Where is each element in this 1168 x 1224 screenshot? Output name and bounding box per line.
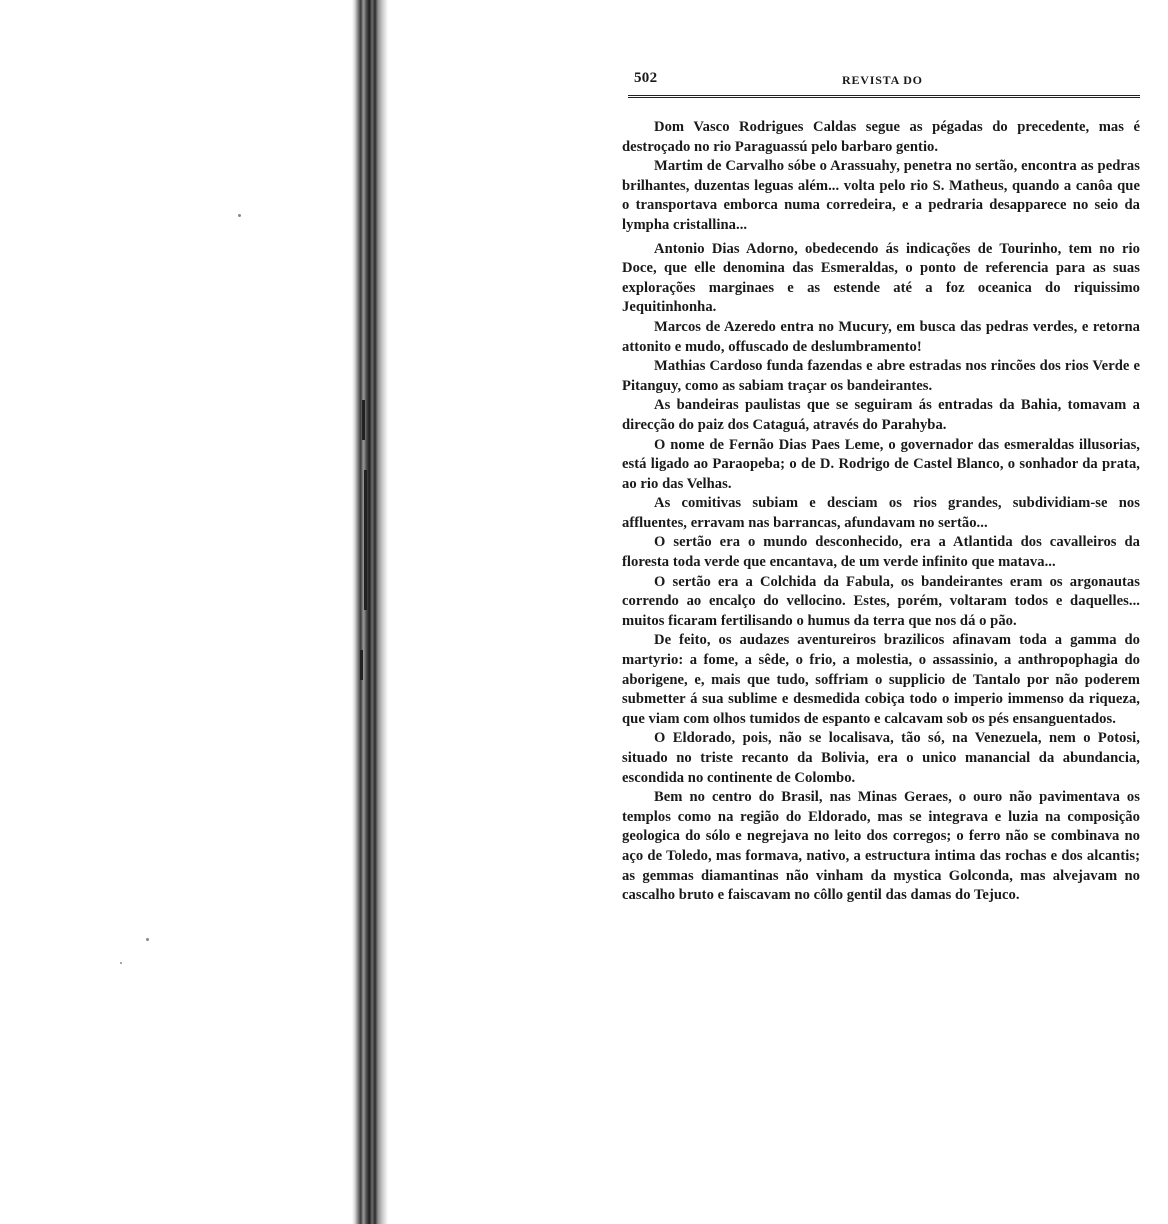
header-rule (628, 95, 1140, 98)
page-header (628, 70, 1140, 96)
paragraph: O sertão era a Colchida da Fabula, os bandeirantes eram os argonautas correndo ao encalço do vellocino. Estes, porém, voltaram todos e daquelles... muitos ficaram fertilisando o humus da terra que nos dá o pão. (622, 573, 1140, 629)
page-number: 502 (634, 70, 658, 86)
scan-speck (120, 962, 122, 964)
gutter-mark (362, 400, 365, 440)
paragraph: Marcos de Azeredo entra no Mucury, em busca das pedras verdes, e retorna attonito e mudo, offuscado de deslumbramento! (622, 318, 1140, 355)
gutter-mark (364, 470, 367, 610)
body-text (622, 118, 1140, 906)
paragraph: O nome de Fernão Dias Paes Leme, o governador das esmeraldas illusorias, está ligado ao Paraopeba; o de D. Rodrigo de Castel Blanco, o sonhador da prata, ao rio das Velhas. (622, 436, 1140, 492)
paragraph: Antonio Dias Adorno, obedecendo ás indicações de Tourinho, tem no rio Doce, que elle denomina das Esmeraldas, o ponto de referencia para as suas explorações marginaes e as estende até a foz oceanica do riquissimo Jequitinhonha. (622, 240, 1140, 316)
scan-speck (238, 214, 241, 217)
paragraph: Dom Vasco Rodrigues Caldas segue as pégadas do precedente, mas é destroçado no rio Paraguassú pelo barbaro gentio. (622, 119, 1140, 155)
paragraph: As bandeiras paulistas que se seguiram ás entradas da Bahia, tomavam a direcção do paiz dos Cataguá, através do Parahyba. (622, 397, 1140, 433)
paragraph: O sertão era o mundo desconhecido, era a Atlantida dos cavalleiros da floresta toda verde que encantava, de um verde infinito que matava... (622, 534, 1140, 571)
paragraph: Mathias Cardoso funda fazendas e abre estradas nos rincões dos rios Verde e Pitanguy, como as sabiam traçar os bandeirantes. (622, 358, 1140, 394)
running-head: REVISTA DO (842, 73, 923, 87)
paragraph: As comitivas subiam e desciam os rios grandes, subdividiam-se nos affluentes, erravam nas barrancas, afundavam no sertão... (622, 495, 1140, 531)
book-gutter (352, 0, 388, 1224)
paragraph: O Eldorado, pois, não se localisava, tão só, na Venezuela, nem o Potosi, situado no triste recanto da Bolivia, era o unico manancial da abundancia, escondida no continente de Colombo. (622, 730, 1140, 786)
paragraph: De feito, os audazes aventureiros brazilicos afinavam toda a gamma do martyrio: a fome, a sêde, o frio, a molestia, o assassinio, a anthropophagia do aborigene, e, mais que tudo, soffriam o supplicio de Tantalo por não poderem submetter á sua sublime e desmedida cobiça todo o imperio immenso da riqueza, que viam com olhos tumidos de espanto e calcavam sob os pés ensanguentados. (622, 632, 1140, 727)
paragraph: Martim de Carvalho sóbe o Arassuahy, penetra no sertão, encontra as pedras brilhantes, duzentas leguas além... volta pelo rio S. Matheus, quando a canôa que o transportava emborca numa corredeira, e a pedraria desapparece no seio da lympha cristallina... (622, 158, 1140, 233)
scan-speck (146, 938, 149, 941)
gutter-mark (360, 650, 363, 680)
paragraph: Bem no centro do Brasil, nas Minas Geraes, o ouro não pavimentava os templos como na região do Eldorado, mas se integrava e luzia na composição geologica do sólo e negrejava no leito dos corregos; o ferro não se combinava no aço de Toledo, mas formava, nativo, a estructura intima das rochas e dos alcantis; as gemmas diamantinas não vinham da mystica Golconda, mas alvejavam no cascalho bruto e faiscavam no côllo gentil das damas do Tejuco. (622, 789, 1140, 904)
